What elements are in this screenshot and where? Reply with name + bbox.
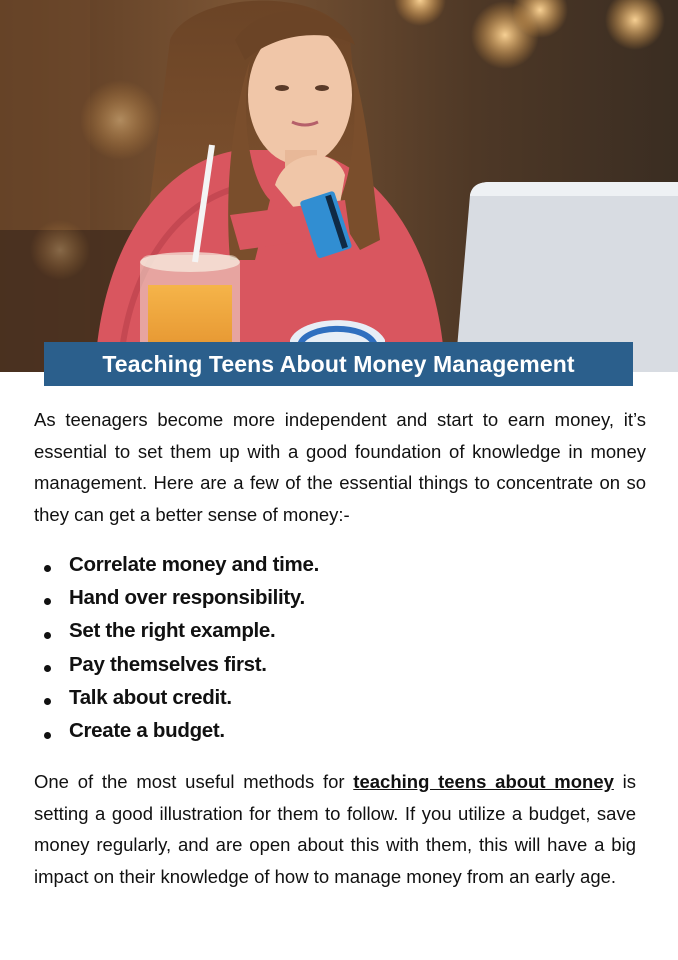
bullet-icon	[44, 632, 51, 639]
bullet-icon	[44, 732, 51, 739]
list-item	[44, 548, 604, 581]
list-item	[44, 581, 604, 614]
list-item-text: Hand over responsibility.	[69, 585, 305, 609]
list-item	[44, 714, 604, 747]
list-item	[44, 681, 604, 714]
outro-text-before: One of the most useful methods for	[34, 771, 354, 792]
list-item-text: Pay themselves first.	[69, 652, 267, 676]
outro-text-after: is setting a good illustration for them to follow. If you utilize a budget, save money regularly, and are open about this with them, this will have a big impact on their knowledge of how to manage money from an early age.	[34, 771, 636, 887]
bullet-icon	[44, 565, 51, 572]
list-item	[44, 648, 604, 681]
intro-paragraph: As teenagers become more independent and start to earn money, it’s essential to set them up with a good foundation of knowledge in money management. Here are a few of the essential things to concentrate on so they can get a better sense of money:-	[34, 409, 646, 525]
list-item-text: Set the right example.	[69, 619, 276, 643]
hero-photo	[0, 0, 678, 372]
list-item-text: Correlate money and time.	[69, 552, 319, 576]
list-item	[44, 615, 604, 648]
hero-illustration	[0, 0, 678, 372]
title-banner	[44, 342, 633, 386]
bullet-icon	[44, 698, 51, 705]
outro-paragraph	[34, 766, 636, 892]
page-title: Teaching Teens About Money Management	[102, 350, 575, 377]
bullet-icon	[44, 665, 51, 672]
bullet-icon	[44, 598, 51, 605]
list-item-text: Talk about credit.	[69, 685, 232, 709]
teaching-teens-link[interactable]: teaching teens about money	[353, 771, 614, 792]
tips-list	[44, 548, 604, 748]
list-item-text: Create a budget.	[69, 719, 225, 743]
